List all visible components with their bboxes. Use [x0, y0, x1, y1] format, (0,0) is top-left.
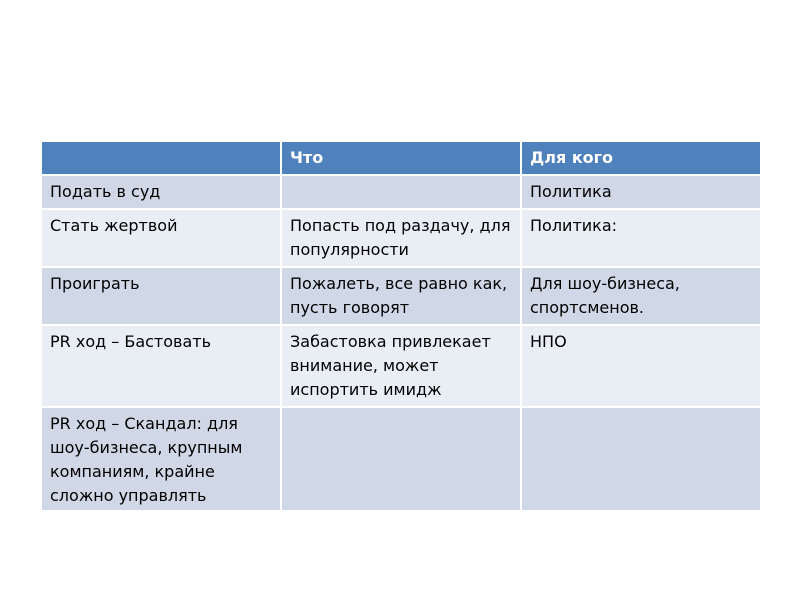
header-cell-action [41, 141, 281, 175]
table-cell-what [281, 175, 521, 209]
table-cell-what [281, 407, 521, 511]
table-cell-action: PR ход – Скандал: для шоу-бизнеса, крупным компаниям, крайне сложно управлять [41, 407, 281, 511]
table-cell-what: Пожалеть, все равно как, пусть говорят [281, 267, 521, 325]
data-table [40, 140, 762, 512]
table-cell-for-whom: Политика [521, 175, 761, 209]
table-row [41, 325, 761, 407]
table-cell-what: Попасть под раздачу, для популярности [281, 209, 521, 267]
table-row [41, 209, 761, 267]
table-row [41, 407, 761, 511]
table-cell-for-whom: НПО [521, 325, 761, 407]
table-cell-action: PR ход – Бастовать [41, 325, 281, 407]
table-cell-what: Забастовка привлекает внимание, может испортить имидж [281, 325, 521, 407]
table-cell-for-whom: Для шоу-бизнеса, спортсменов. [521, 267, 761, 325]
table-header-row [41, 141, 761, 175]
table-cell-action: Подать в суд [41, 175, 281, 209]
header-cell-for-whom: Для кого [521, 141, 761, 175]
header-cell-what: Что [281, 141, 521, 175]
table-cell-action: Стать жертвой [41, 209, 281, 267]
table-row [41, 175, 761, 209]
table-cell-action: Проиграть [41, 267, 281, 325]
table-cell-for-whom [521, 407, 761, 511]
table-cell-for-whom: Политика: [521, 209, 761, 267]
table-row [41, 267, 761, 325]
